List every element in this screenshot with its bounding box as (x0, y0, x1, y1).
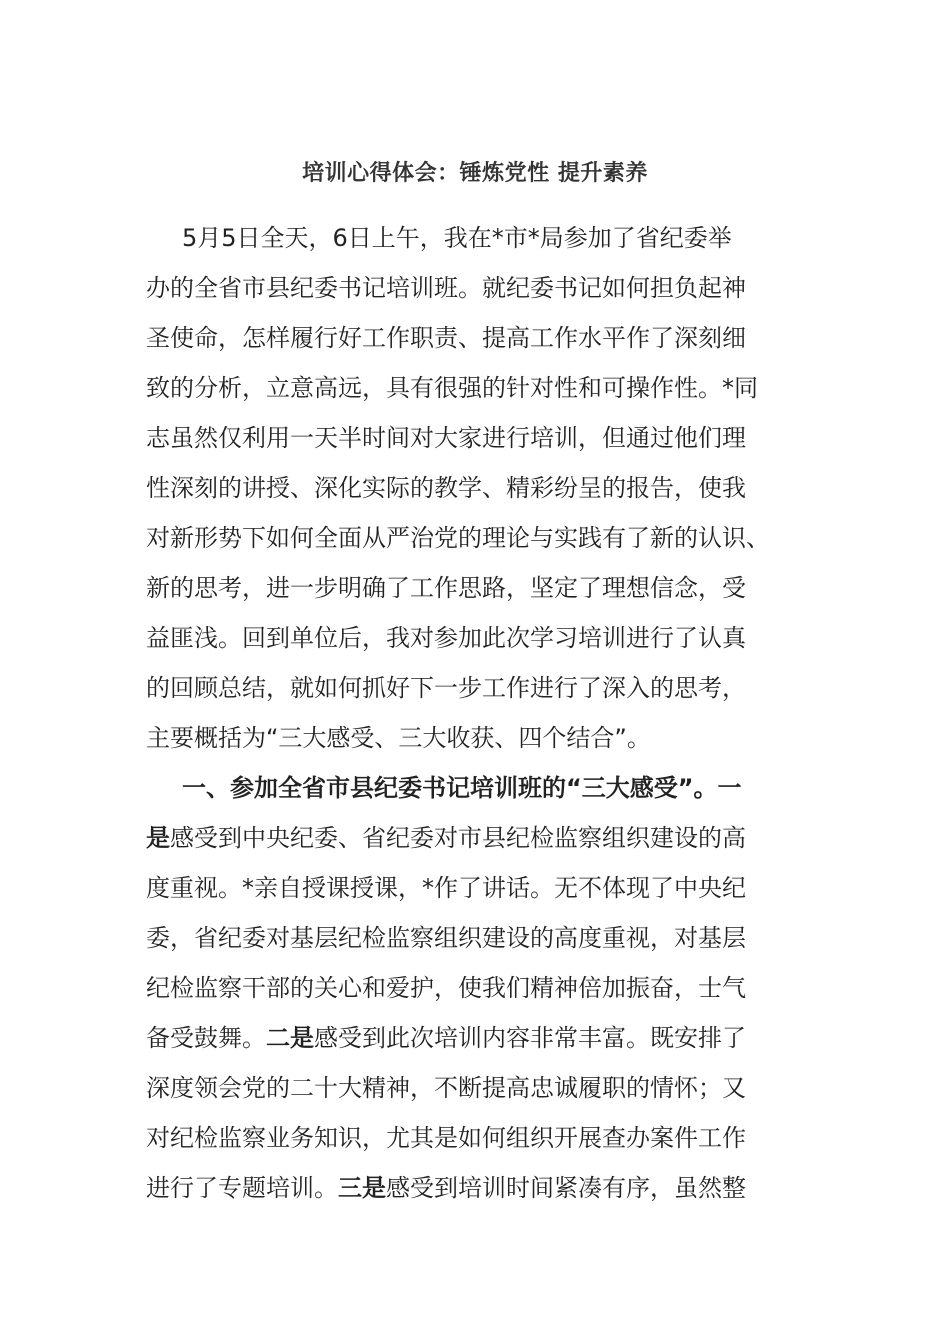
text-line: 性深刻的讲授、深化实际的教学、精彩纷呈的报告，使我 (146, 474, 746, 502)
text-line: 益匪浅。回到单位后，我对参加此次学习培训进行了认真 (146, 624, 746, 652)
text-line (146, 1163, 806, 1213)
text-line (146, 1013, 806, 1063)
text-line: 圣使命，怎样履行好工作职责、提高工作水平作了深刻细 (146, 324, 746, 352)
paragraph-intro (146, 213, 806, 763)
text-line: 志虽然仅利用一天半时间对大家进行培训，但通过他们理 (146, 424, 746, 452)
text-line: 办的全省市县纪委书记培训班。就纪委书记如何担负起神 (146, 274, 746, 302)
text-line: 新的思考，进一步明确了工作思路，坚定了理想信念，受 (146, 574, 746, 602)
document-body (146, 213, 806, 1213)
paragraph-section-one (146, 763, 806, 1213)
text-line: 致的分析，立意高远，具有很强的针对性和可操作性。*同 (146, 374, 758, 402)
point-marker: 一 (717, 774, 742, 802)
text-line: 对新形势下如何全面从严治党的理论与实践有了新的认识、 (146, 524, 770, 552)
text-span: 感受到此次培训内容非常丰富。既安排了 (314, 1024, 746, 1052)
text-span: 备受鼓舞。 (146, 1024, 266, 1052)
text-span: 感受到培训时间紧凑有序，虽然整 (386, 1174, 746, 1202)
text-line: 对纪检监察业务知识，尤其是如何组织开展查办案件工作 (146, 1124, 746, 1152)
text-line (146, 763, 806, 813)
text-line: 深度领会党的二十大精神，不断提高忠诚履职的情怀；又 (146, 1074, 746, 1102)
text-line: 5月5日全天，6日上午，我在*市*局参加了省纪委举 (182, 224, 732, 252)
text-line: 度重视。*亲自授课授课，*作了讲话。无不体现了中央纪 (146, 874, 746, 902)
document-title: 培训心得体会：锤炼党性 提升素养 (302, 161, 648, 186)
text-line: 纪检监察干部的关心和爱护，使我们精神倍加振奋，士气 (146, 974, 746, 1002)
text-line: 主要概括为“三大感受、三大收获、四个结合”。 (146, 724, 651, 752)
text-span: 进行了专题培训。 (146, 1174, 338, 1202)
text-span: 感受到中央纪委、省纪委对市县纪检监察组织建设的高 (170, 824, 746, 852)
point-marker: 二是 (266, 1024, 314, 1052)
text-line (146, 813, 806, 863)
point-marker: 三是 (338, 1174, 386, 1202)
point-marker: 是 (146, 824, 170, 852)
section-heading: 一、参加全省市县纪委书记培训班的“三大感受”。 (182, 774, 718, 802)
text-line: 的回顾总结，就如何抓好下一步工作进行了深入的思考， (146, 674, 746, 702)
text-line: 委，省纪委对基层纪检监察组织建设的高度重视，对基层 (146, 924, 746, 952)
